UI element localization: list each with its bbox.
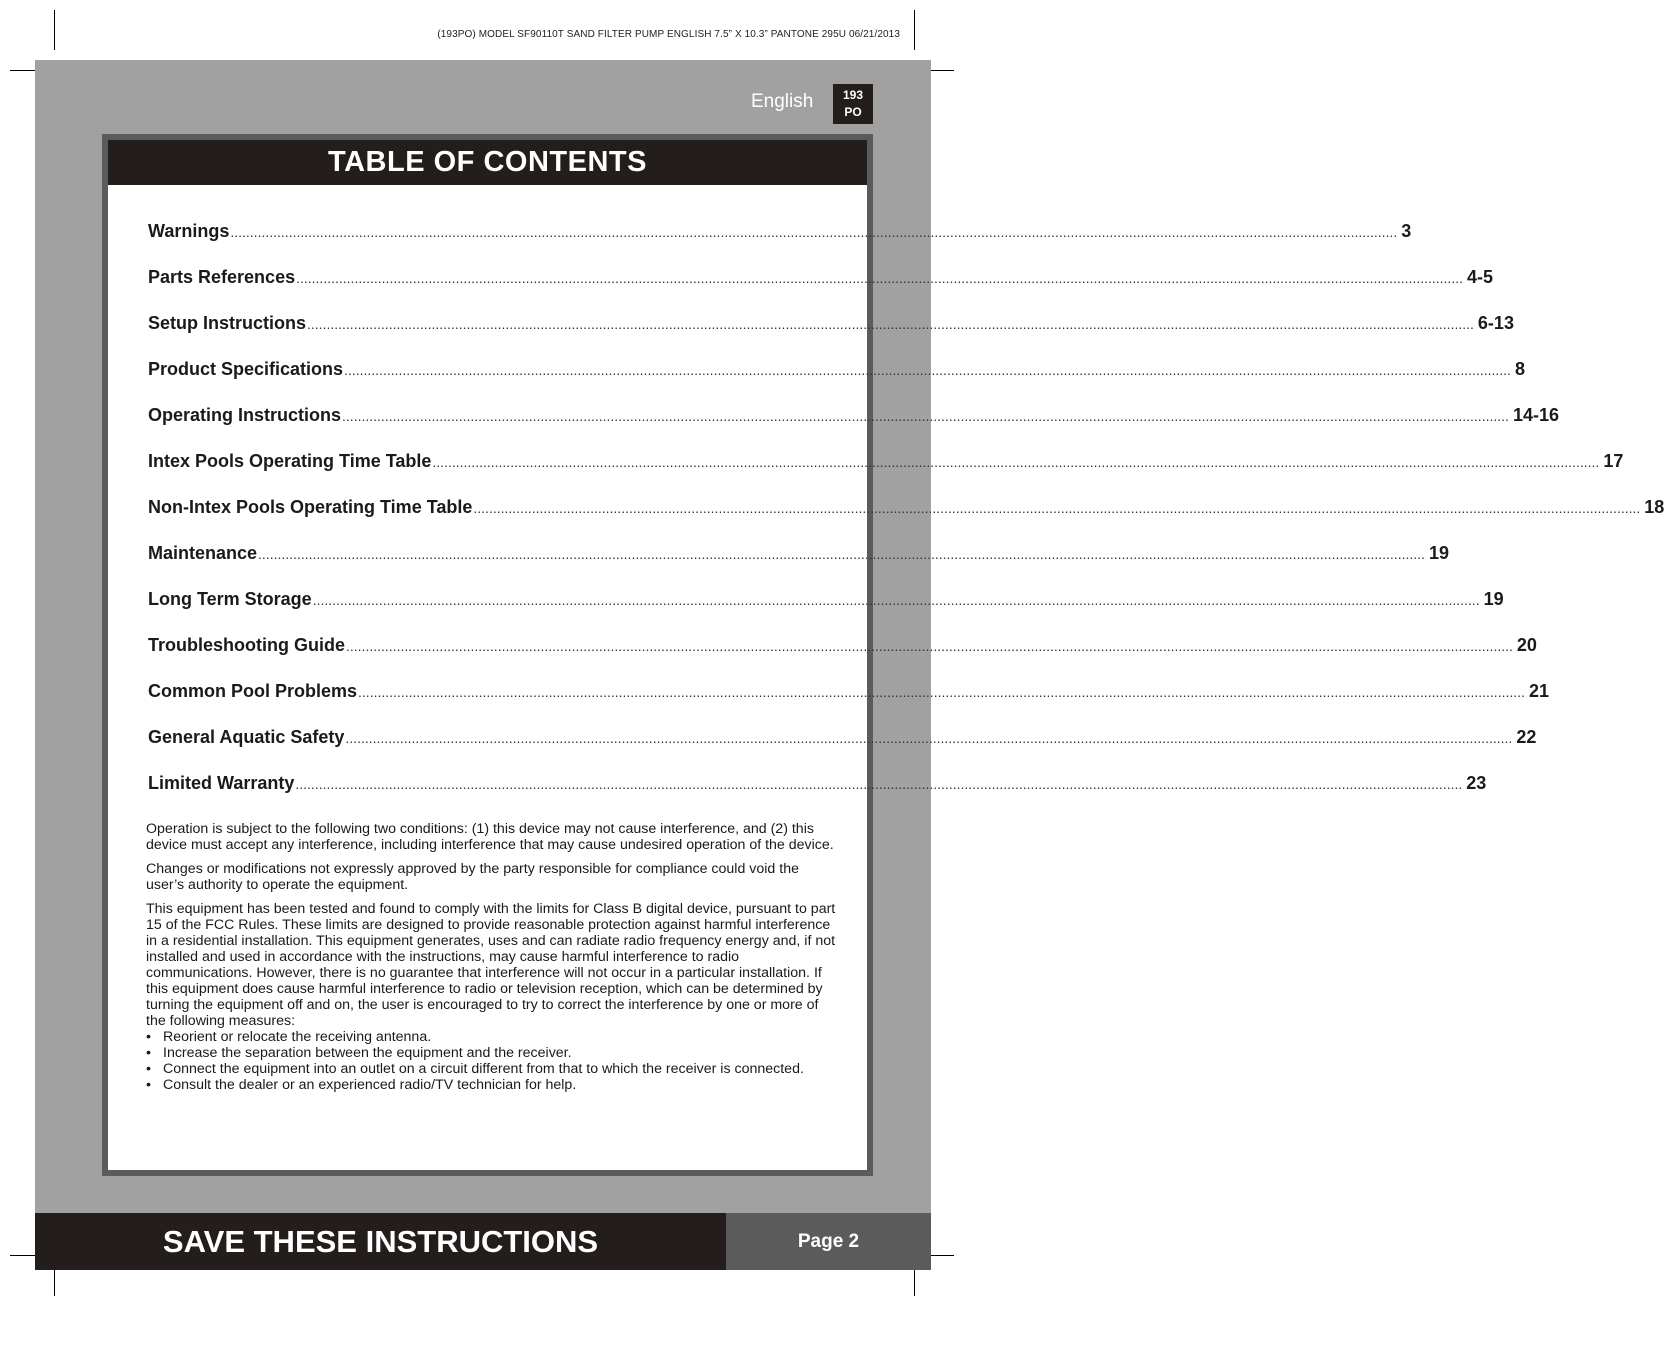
crop-mark: [914, 1270, 915, 1296]
print-header: (193PO) MODEL SF90110T SAND FILTER PUMP ENGLISH 7.5” X 10.3” PANTONE 295U 06/21/2013: [437, 29, 900, 40]
toc-entry-label: Parts References: [148, 267, 296, 287]
toc-dot-leader: ............................................................................................................................................................................................................................................................................................................: [296, 270, 1463, 286]
toc-entry-page: 14-16: [1512, 405, 1559, 425]
toc-entry-label: Maintenance: [148, 543, 258, 563]
toc-entry: [148, 497, 1664, 543]
toc-entry-label: Non-Intex Pools Operating Time Table: [148, 497, 473, 517]
toc-entry: [148, 405, 1559, 451]
toc-dot-leader: ............................................................................................................................................................................................................................................................................................................: [342, 408, 1509, 424]
toc-entry: [148, 543, 1449, 589]
toc-dot-leader: ............................................................................................................................................................................................................................................................................................................: [432, 454, 1600, 470]
toc-dot-leader: ............................................................................................................................................................................................................................................................................................................: [312, 592, 1480, 608]
fcc-measures-list: [146, 1029, 836, 1093]
toc-dot-leader: ............................................................................................................................................................................................................................................................................................................: [345, 730, 1513, 746]
toc-entry-label: Operating Instructions: [148, 405, 342, 425]
toc-entry: [148, 267, 1494, 313]
language-code-line1: 193: [842, 88, 864, 102]
toc-dot-leader: ............................................................................................................................................................................................................................................................................................................: [473, 500, 1641, 516]
list-item: • Increase the separation between the equipment and the receiver.: [146, 1045, 836, 1061]
list-item: • Consult the dealer or an experienced radio/TV technician for help.: [146, 1077, 836, 1093]
toc-entry-page: 3: [1401, 221, 1412, 241]
toc-entry-label: Intex Pools Operating Time Table: [148, 451, 432, 471]
toc-entry: [148, 773, 1487, 819]
toc-dot-leader: ............................................................................................................................................................................................................................................................................................................: [346, 638, 1513, 654]
crop-mark: [914, 10, 915, 50]
page-number: Page 2: [726, 1213, 931, 1270]
toc-entry: [148, 221, 1412, 267]
toc-entry-label: Setup Instructions: [148, 313, 307, 333]
toc-dot-leader: ............................................................................................................................................................................................................................................................................................................: [230, 224, 1398, 240]
toc-dot-leader: ............................................................................................................................................................................................................................................................................................................: [258, 546, 1425, 562]
toc-entry-page: 4-5: [1467, 267, 1494, 287]
toc-entry-label: Product Specifications: [148, 359, 344, 379]
toc-entry: [148, 589, 1504, 635]
toc-entry: [148, 727, 1537, 773]
toc-entry: [148, 451, 1624, 497]
toc-entry-page: 19: [1428, 543, 1449, 563]
toc-dot-leader: ............................................................................................................................................................................................................................................................................................................: [344, 362, 1511, 378]
crop-mark: [54, 1270, 55, 1296]
toc-entry-page: 19: [1483, 589, 1504, 609]
toc-entry-label: Troubleshooting Guide: [148, 635, 345, 655]
toc-entry: [148, 313, 1514, 359]
toc-entry-page: 21: [1528, 681, 1549, 701]
toc-entry: [148, 681, 1549, 727]
toc-entry-label: Long Term Storage: [148, 589, 312, 609]
toc-list: [148, 221, 1664, 819]
list-item: • Reorient or relocate the receiving antenna.: [146, 1029, 836, 1045]
toc-entry-label: Limited Warranty: [148, 773, 295, 793]
toc-dot-leader: ............................................................................................................................................................................................................................................................................................................: [358, 684, 1525, 700]
footer-title: SAVE THESE INSTRUCTIONS: [35, 1213, 726, 1270]
toc-entry-page: 23: [1466, 773, 1487, 793]
language-code-line2: PO: [844, 105, 862, 119]
toc-dot-leader: ............................................................................................................................................................................................................................................................................................................: [307, 316, 1474, 332]
list-item: • Connect the equipment into an outlet on a circuit different from that to which the receiver is connected.: [146, 1061, 836, 1077]
fcc-notes: [146, 821, 836, 1093]
fcc-paragraph: Changes or modifications not expressly approved by the party responsible for compliance could void the user’s authority to operate the equipment.: [146, 861, 799, 893]
toc-dot-leader: ............................................................................................................................................................................................................................................................................................................: [295, 776, 1463, 792]
toc-entry: [148, 359, 1525, 405]
toc-entry-label: Warnings: [148, 221, 230, 241]
toc-entry-page: 18: [1644, 497, 1664, 517]
fcc-paragraph: Operation is subject to the following two conditions: (1) this device may not cause interference, and (2) this device must accept any interference, including interference that may cause undesired operation of the device.: [146, 821, 834, 853]
language-label: English: [751, 91, 814, 112]
toc-entry-label: General Aquatic Safety: [148, 727, 345, 747]
toc-entry-page: 22: [1516, 727, 1537, 747]
toc-entry-page: 8: [1514, 359, 1525, 379]
toc-entry-label: Common Pool Problems: [148, 681, 358, 701]
toc-entry-page: 17: [1603, 451, 1624, 471]
crop-mark: [54, 10, 55, 50]
toc-entry-page: 20: [1516, 635, 1537, 655]
toc-entry-page: 6-13: [1477, 313, 1514, 333]
toc-entry: [148, 635, 1537, 681]
fcc-paragraph: This equipment has been tested and found to comply with the limits for Class B digital device, pursuant to part 15 of the FCC Rules. These limits are designed to provide reasonable protection against harmful interference in a residential installation. This equipment generates, uses and can radiate radio frequency energy and, if not installed and used in accordance with the instructions, may cause harmful interference to radio communications. However, there is no guarantee that interference will not occur in a particular installation. If this equipment does cause harmful interference to radio or television reception, which can be determined by turning the equipment off and on, the user is encouraged to try to correct the interference by one or more of the following measures:: [146, 901, 836, 1029]
toc-title: TABLE OF CONTENTS: [108, 140, 867, 185]
language-code-badge: [833, 84, 873, 124]
toc-panel: [108, 185, 1664, 1170]
